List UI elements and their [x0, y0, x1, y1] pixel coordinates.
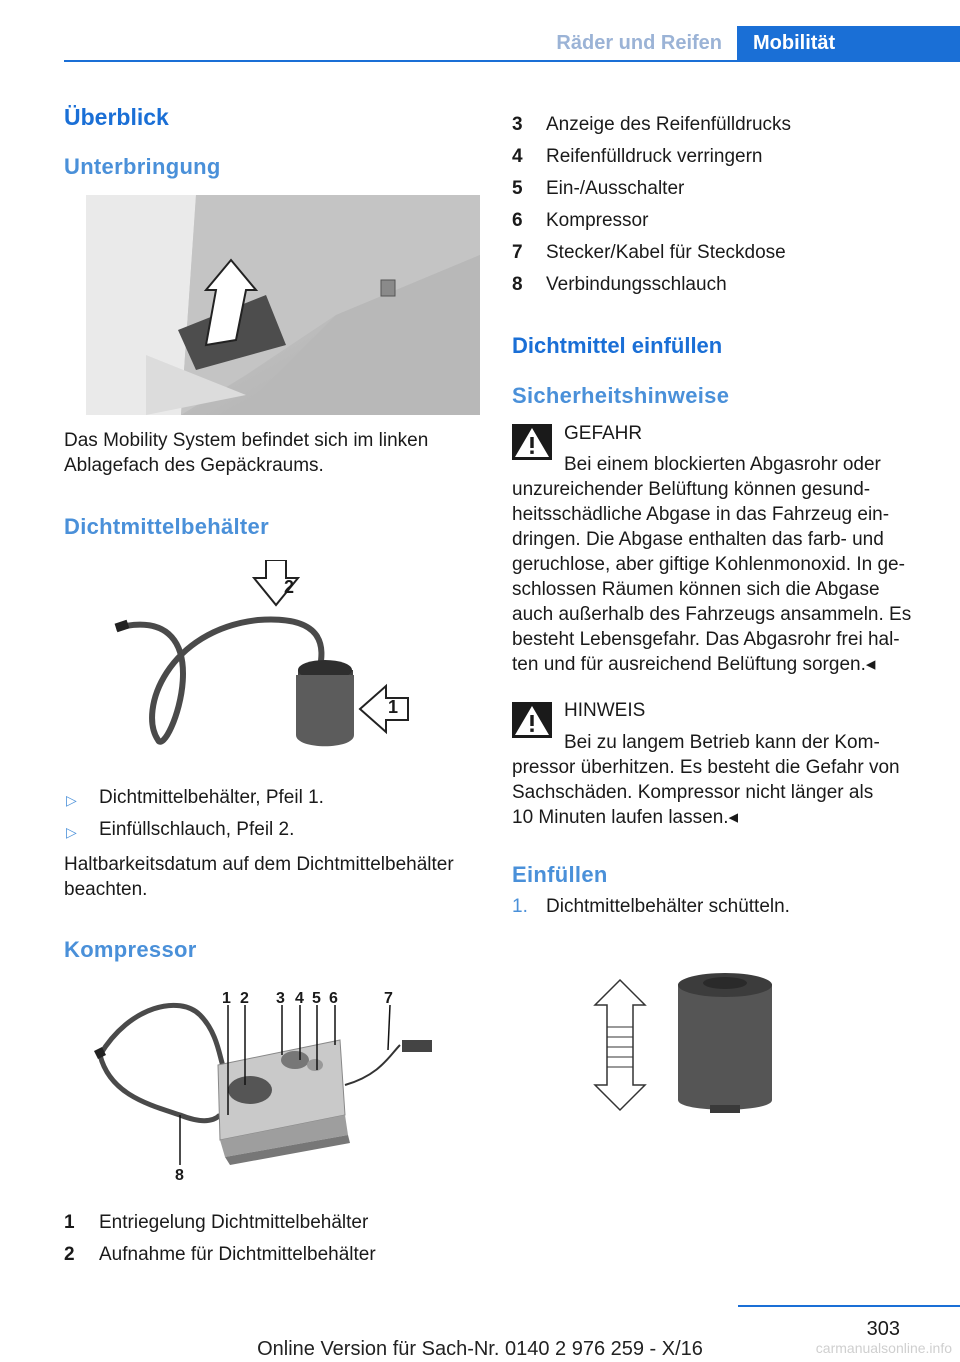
warning-text-line: heitsschädliche Abgase in das Fahrzeug ein-	[512, 504, 890, 525]
legend-item: Entriegelung Dichtmittelbehälter	[99, 1212, 369, 1233]
warning-text-line: schlossen Räumen können sich die Abgase	[512, 579, 880, 600]
subheading-unterbringung: Unterbringung	[64, 154, 221, 179]
figure-label-2: 2	[240, 990, 249, 1007]
tab-mobilitaet[interactable]: Mobilität	[737, 26, 960, 62]
legend-number: 4	[512, 146, 523, 167]
step-number: 1.	[512, 896, 528, 917]
paragraph-unterbringung-line2: Ablagefach des Gepäckraums.	[64, 455, 324, 476]
warning-triangle-icon	[512, 424, 552, 460]
legend-number: 2	[64, 1244, 75, 1265]
page-number: 303	[866, 1318, 900, 1340]
bullet-triangle-icon: ▷	[66, 792, 77, 808]
warning-text-line: besteht Lebensgefahr. Das Abgasrohr frei hal-	[512, 629, 900, 650]
warning-text-line: auch außerhalb des Fahrzeugs ansammeln. Es	[512, 604, 912, 625]
header-rule	[64, 60, 960, 62]
tab-raeder-und-reifen[interactable]: Räder und Reifen	[556, 32, 722, 54]
legend-item: Anzeige des Reifenfülldrucks	[546, 114, 792, 135]
trunk-compartment-image	[86, 195, 480, 415]
watermark: carmanualsonline.info	[815, 1340, 952, 1356]
footer-online-version: Online Version für Sach-Nr. 0140 2 976 259 - X/16	[257, 1338, 703, 1360]
subheading-kompressor: Kompressor	[64, 937, 197, 962]
legend-number: 1	[64, 1212, 75, 1233]
legend-item: Verbindungsschlauch	[546, 274, 727, 295]
shake-container-image	[590, 965, 790, 1120]
legend-number: 5	[512, 178, 523, 199]
legend-number: 6	[512, 210, 523, 231]
warning-text-line: Sachschäden. Kompressor nicht länger als	[512, 782, 874, 803]
figure-label-1: 1	[388, 697, 399, 717]
warning-label-hinweis: HINWEIS	[564, 700, 646, 721]
sealant-container-image	[108, 560, 418, 770]
figure-label-1: 1	[222, 990, 231, 1007]
figure-label-8: 8	[175, 1167, 184, 1184]
warning-triangle-icon	[512, 702, 552, 738]
legend-item: Aufnahme für Dichtmittelbehälter	[99, 1244, 376, 1265]
legend-item: Stecker/Kabel für Steckdose	[546, 242, 786, 263]
paragraph-unterbringung-line1: Das Mobility System befindet sich im linken	[64, 430, 429, 451]
footer-rule	[738, 1305, 960, 1307]
bullet-item: Dichtmittelbehälter, Pfeil 1.	[99, 787, 324, 808]
bullet-triangle-icon: ▷	[66, 824, 77, 840]
paragraph-haltbarkeit-line1: Haltbarkeitsdatum auf dem Dichtmittelbehälter	[64, 854, 454, 875]
warning-text-line: ten und für ausreichend Belüftung sorgen.◂	[512, 654, 876, 675]
paragraph-haltbarkeit-line2: beachten.	[64, 879, 148, 900]
warning-text-line: Bei einem blockierten Abgasrohr oder	[564, 454, 881, 475]
subheading-einfuellen: Einfüllen	[512, 862, 608, 887]
subheading-dichtmittelbehaelter: Dichtmittelbehälter	[64, 514, 269, 539]
warning-text-line: pressor überhitzen. Es besteht die Gefahr von	[512, 757, 900, 778]
warning-text-line: Bei zu langem Betrieb kann der Kom-	[564, 732, 880, 753]
warning-text-line: unzureichender Belüftung können gesund-	[512, 479, 871, 500]
section-title-ueberblick: Überblick	[64, 104, 169, 130]
legend-number: 8	[512, 274, 523, 295]
figure-label-4: 4	[295, 990, 304, 1007]
figure-label-3: 3	[276, 990, 285, 1007]
section-title-dichtmittel-einfuellen: Dichtmittel einfüllen	[512, 333, 723, 358]
compressor-image	[90, 985, 440, 1185]
figure-label-2: 2	[284, 577, 295, 597]
legend-item: Kompressor	[546, 210, 649, 231]
figure-label-7: 7	[384, 990, 393, 1007]
legend-number: 7	[512, 242, 523, 263]
warning-label-gefahr: GEFAHR	[564, 423, 643, 444]
subheading-sicherheitshinweise: Sicherheitshinweise	[512, 383, 730, 408]
warning-text-line: geruchlose, aber giftige Kohlenmonoxid. In ge-	[512, 554, 905, 575]
legend-number: 3	[512, 114, 523, 135]
bullet-item: Einfüllschlauch, Pfeil 2.	[99, 819, 295, 840]
figure-label-6: 6	[329, 990, 338, 1007]
legend-item: Reifenfülldruck verringern	[546, 146, 763, 167]
warning-text-line: dringen. Die Abgase enthalten das farb- und	[512, 529, 884, 550]
step-text: Dichtmittelbehälter schütteln.	[546, 896, 790, 917]
legend-item: Ein-/Ausschalter	[546, 178, 685, 199]
warning-text-line: 10 Minuten laufen lassen.◂	[512, 807, 739, 828]
figure-label-5: 5	[312, 990, 321, 1007]
